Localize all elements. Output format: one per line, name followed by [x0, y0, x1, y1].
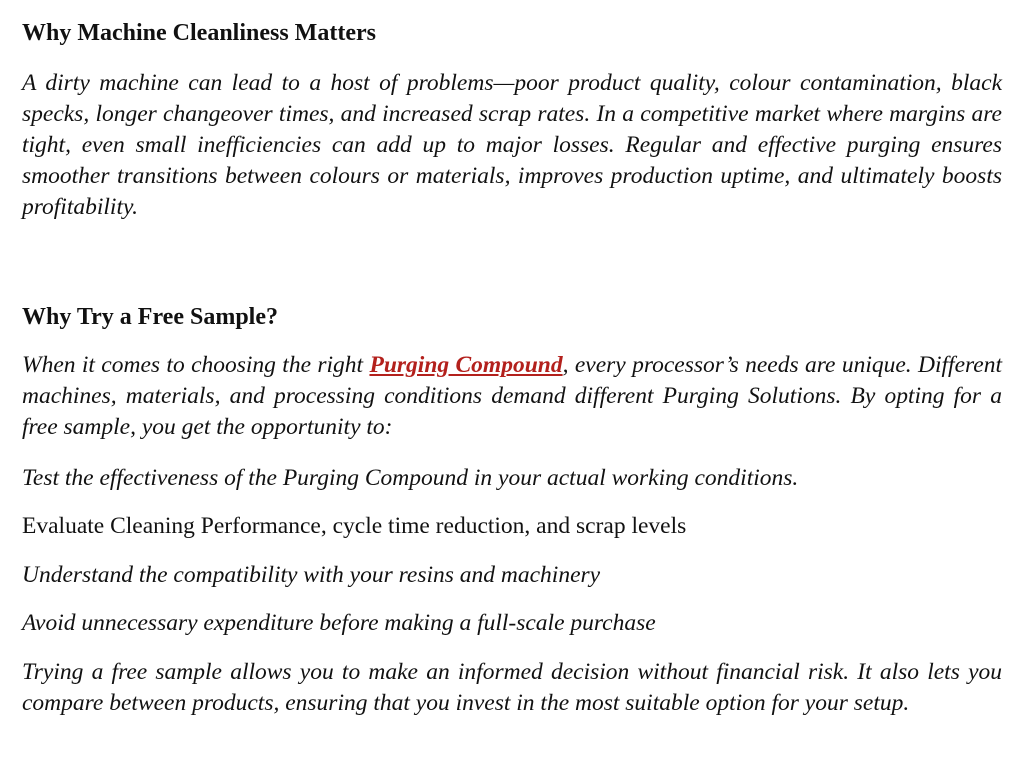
benefit-item: Understand the compatibility with your resins and machinery	[22, 562, 601, 588]
document-page	[22, 0, 1002, 768]
section-heading-machine-cleanliness: Why Machine Cleanliness Matters	[22, 20, 376, 46]
free-sample-closing-paragraph: Trying a free sample allows you to make an informed decision without financial risk. It also lets you compare between products, ensuring that you invest in the most suitable option for your setup.	[22, 659, 1002, 716]
purging-compound-link[interactable]: Purging Compound	[369, 352, 563, 378]
benefit-item: Test the effectiveness of the Purging Compound in your actual working conditions.	[22, 465, 799, 491]
benefit-item: Evaluate Cleaning Performance, cycle time reduction, and scrap levels	[22, 513, 687, 539]
section-heading-free-sample: Why Try a Free Sample?	[22, 304, 278, 330]
intro-text-before-link: When it comes to choosing the right	[22, 352, 370, 378]
free-sample-intro-paragraph	[22, 350, 1002, 443]
machine-cleanliness-paragraph: A dirty machine can lead to a host of problems—poor product quality, colour contamination, black specks, longer changeover times, and increased scrap rates. In a competitive market where margins are tight, even small inefficiencies can add up to major losses. Regular and effective purging ensures smoother transitions between colours or materials, improves production uptime, and ultimately boosts profitability.	[22, 70, 1002, 220]
benefit-item: Avoid unnecessary expenditure before making a full-scale purchase	[22, 610, 656, 636]
intro-text-after-link: , every processor’s needs are unique. Different machines, materials, and processing conditions demand different Purging Solutions. By opting for a free sample, you get the opportunity to:	[22, 352, 1002, 440]
